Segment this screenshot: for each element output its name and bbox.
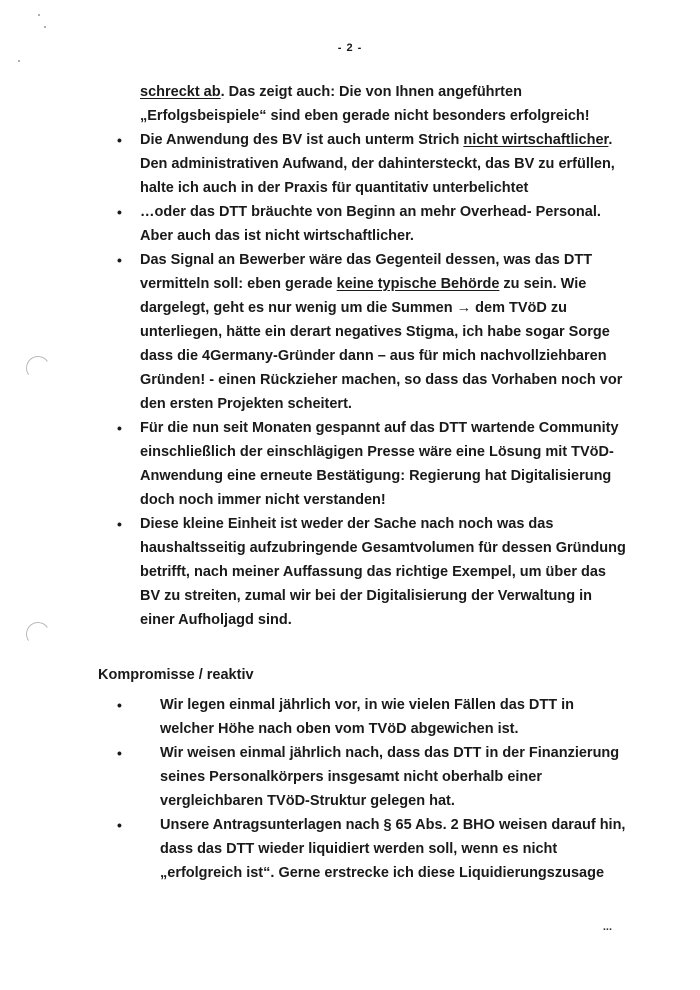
text-line: Gründen! - einen Rückzieher machen, so dass das Vorhaben noch vor — [140, 372, 623, 388]
text-line: unterliegen, hätte ein derart negatives Stigma, ich habe sogar Sorge — [140, 324, 610, 340]
bullet-marker: • — [117, 516, 122, 532]
text-segment: . — [608, 132, 613, 148]
text-line: welcher Höhe nach oben vom TVöD abgewichen ist. — [160, 721, 519, 737]
bullet-marker: • — [117, 132, 122, 148]
text-line: haushaltsseitig aufzubringende Gesamtvolumen für dessen Gründung — [140, 540, 626, 556]
text-line: Diese kleine Einheit ist weder der Sache nach noch was das — [140, 516, 554, 532]
bullet-marker: • — [117, 697, 122, 713]
text-line — [140, 128, 612, 152]
bullet-marker: • — [117, 252, 122, 268]
text-line: Wir legen einmal jährlich vor, in wie vielen Fällen das DTT in — [160, 697, 575, 713]
bullet-marker: • — [117, 204, 122, 220]
text-line: „erfolgreich ist“. Gerne erstrecke ich diese Liquidierungszusage — [160, 865, 605, 881]
text-segment: . Das zeigt auch: Die von Ihnen angeführten — [220, 84, 522, 100]
text-line: dass die 4Germany-Gründer dann – aus für mich nachvollziehbaren — [140, 348, 607, 364]
section-heading: Kompromisse / reaktiv — [98, 667, 254, 683]
underlined-phrase: keine typische Behörde — [336, 276, 500, 292]
text-line: den ersten Projekten scheitert. — [140, 396, 352, 412]
underlined-phrase: schreckt ab — [140, 84, 221, 100]
text-segment: zu sein. Wie — [499, 276, 587, 292]
bullet-marker: • — [117, 817, 122, 833]
text-line: …oder das DTT bräuchte von Beginn an mehr Overhead- Personal. — [140, 204, 601, 220]
text-line — [140, 80, 522, 104]
punch-hole-top — [24, 354, 52, 382]
text-line: Anwendung eine erneute Bestätigung: Regierung hat Digitalisierung — [140, 468, 612, 484]
text-line: doch noch immer nicht verstanden! — [140, 492, 386, 508]
page-number: - 2 - — [337, 42, 363, 54]
bullet-marker: • — [117, 745, 122, 761]
text-line: Unsere Antragsunterlagen nach § 65 Abs. 2 BHO weisen darauf hin, — [160, 817, 626, 833]
text-line: Das Signal an Bewerber wäre das Gegenteil dessen, was das DTT — [140, 252, 593, 268]
text-line: vergleichbaren TVöD-Struktur gelegen hat. — [160, 793, 455, 809]
text-line — [140, 272, 586, 296]
text-line: seines Personalkörpers insgesamt nicht oberhalb einer — [160, 769, 542, 785]
text-line: Für die nun seit Monaten gespannt auf das DTT wartende Community — [140, 420, 619, 436]
text-segment: vermitteln soll: eben gerade — [140, 276, 337, 292]
text-line: einer Aufholjagd sind. — [140, 612, 292, 628]
text-line: Den administrativen Aufwand, der dahintersteckt, das BV zu erfüllen, — [140, 156, 615, 172]
text-line: halte ich auch in der Praxis für quantitativ unterbelichtet — [140, 180, 529, 196]
text-line: einschließlich der einschlägigen Presse wäre eine Lösung mit TVöD- — [140, 444, 614, 460]
underlined-phrase: nicht wirtschaftlicher — [463, 132, 609, 148]
text-line: Aber auch das ist nicht wirtschaftlicher. — [140, 228, 414, 244]
text-line: betrifft, nach meiner Auffassung das richtige Exempel, um über das — [140, 564, 606, 580]
text-segment: Die Anwendung des BV ist auch unterm Strich — [140, 132, 464, 148]
text-line: dargelegt, geht es nur wenig um die Summen → dem TVöD zu — [140, 300, 567, 316]
text-line: dass das DTT wieder liquidiert werden soll, wenn es nicht — [160, 841, 558, 857]
scan-speck — [18, 60, 20, 62]
text-line: Wir weisen einmal jährlich nach, dass das DTT in der Finanzierung — [160, 745, 620, 761]
punch-hole-bottom — [24, 620, 52, 648]
scan-speck — [44, 26, 46, 28]
text-line: BV zu streiten, zumal wir bei der Digitalisierung der Verwaltung in — [140, 588, 593, 604]
text-line: „Erfolgsbeispiele“ sind eben gerade nicht besonders erfolgreich! — [140, 108, 590, 124]
scan-speck — [38, 14, 40, 16]
bullet-marker: • — [117, 420, 122, 436]
continuation-marker: ... — [602, 921, 612, 933]
